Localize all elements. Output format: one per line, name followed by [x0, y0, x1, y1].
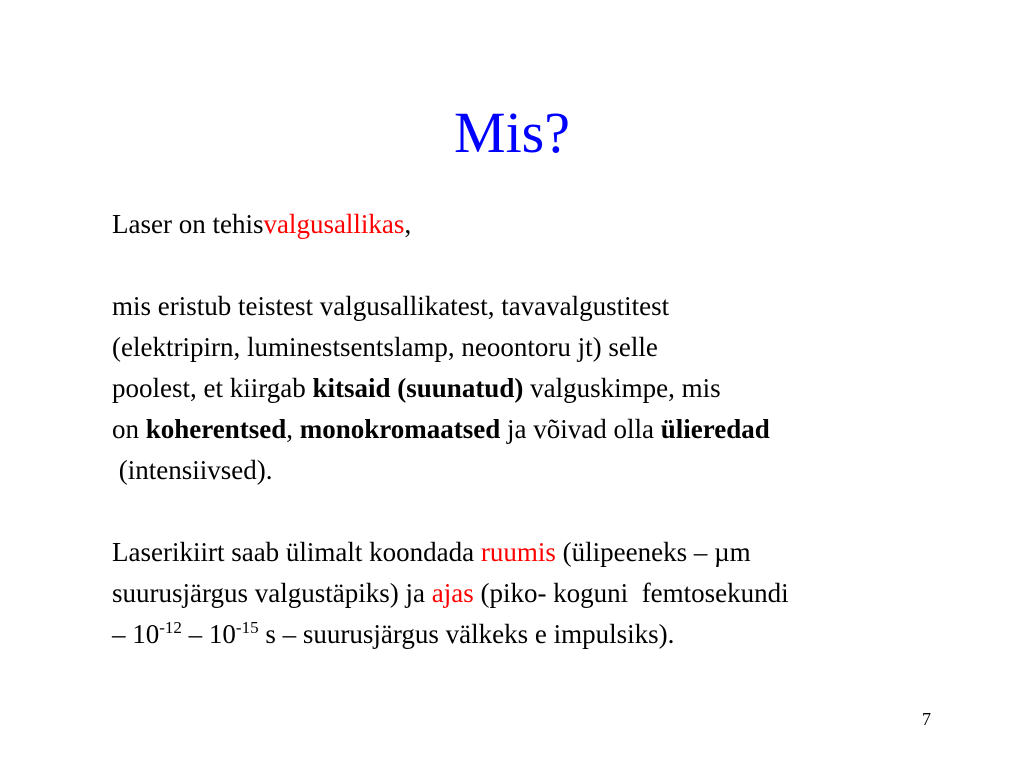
- text-run: poolest, et kiirgab: [112, 373, 313, 403]
- bold-kitsaid-suunatud: kitsaid (suunatud): [312, 373, 524, 403]
- text-run: valguskimpe, mis: [523, 373, 721, 403]
- paragraph-2-line-5: (intensiivsed).: [112, 455, 273, 485]
- text-run: suurusjärgus valgustäpiks) ja: [112, 578, 432, 608]
- slide-body: [112, 204, 992, 655]
- text-run: Laserikiirt saab ülimalt koondada: [112, 537, 481, 567]
- page-number: 7: [922, 709, 931, 729]
- paragraph-gap: [112, 245, 992, 286]
- paragraph-2-line-2: (elektripirn, luminestsentslamp, neoontoru jt) selle: [112, 332, 658, 362]
- paragraph-3-line-1: [112, 532, 992, 573]
- text-run: (piko- koguni femtosekundi: [473, 578, 789, 608]
- bold-monokromaatsed: monokromaatsed: [299, 414, 501, 444]
- highlight-ajas: ajas: [431, 578, 474, 608]
- highlight-ruumis: ruumis: [480, 537, 556, 567]
- exponent-minus-12: -12: [159, 618, 182, 637]
- bold-ulieredad: ülieredad: [660, 414, 770, 444]
- text-run: ja võivad olla: [500, 414, 661, 444]
- exponent-minus-15: -15: [235, 618, 259, 637]
- text-run: s – suurusjärgus välkeks e impulsiks).: [258, 619, 675, 649]
- paragraph-2-line-4: [112, 409, 992, 450]
- text-run: – 10: [112, 619, 160, 649]
- text-run: (ülipeeneks – µm: [555, 537, 751, 567]
- text-run: on: [112, 414, 146, 444]
- text-run: ,: [286, 414, 300, 444]
- paragraph-3-line-3: [112, 614, 992, 655]
- paragraph-2-line-3: [112, 368, 992, 409]
- text-run: ,: [404, 209, 412, 239]
- paragraph-2-line-1: mis eristub teistest valgusallikatest, tavavalgustitest: [112, 291, 670, 321]
- text-run: – 10: [181, 619, 236, 649]
- paragraph-3-line-2: [112, 573, 992, 614]
- bold-koherentsed: koherentsed: [145, 414, 287, 444]
- text-run: Laser on tehis: [112, 209, 264, 239]
- paragraph-gap: [112, 491, 992, 532]
- paragraph-laser-definition: [112, 204, 992, 245]
- highlight-valgusallikas: valgusallikas: [263, 209, 405, 239]
- slide-title: Mis?: [454, 100, 570, 165]
